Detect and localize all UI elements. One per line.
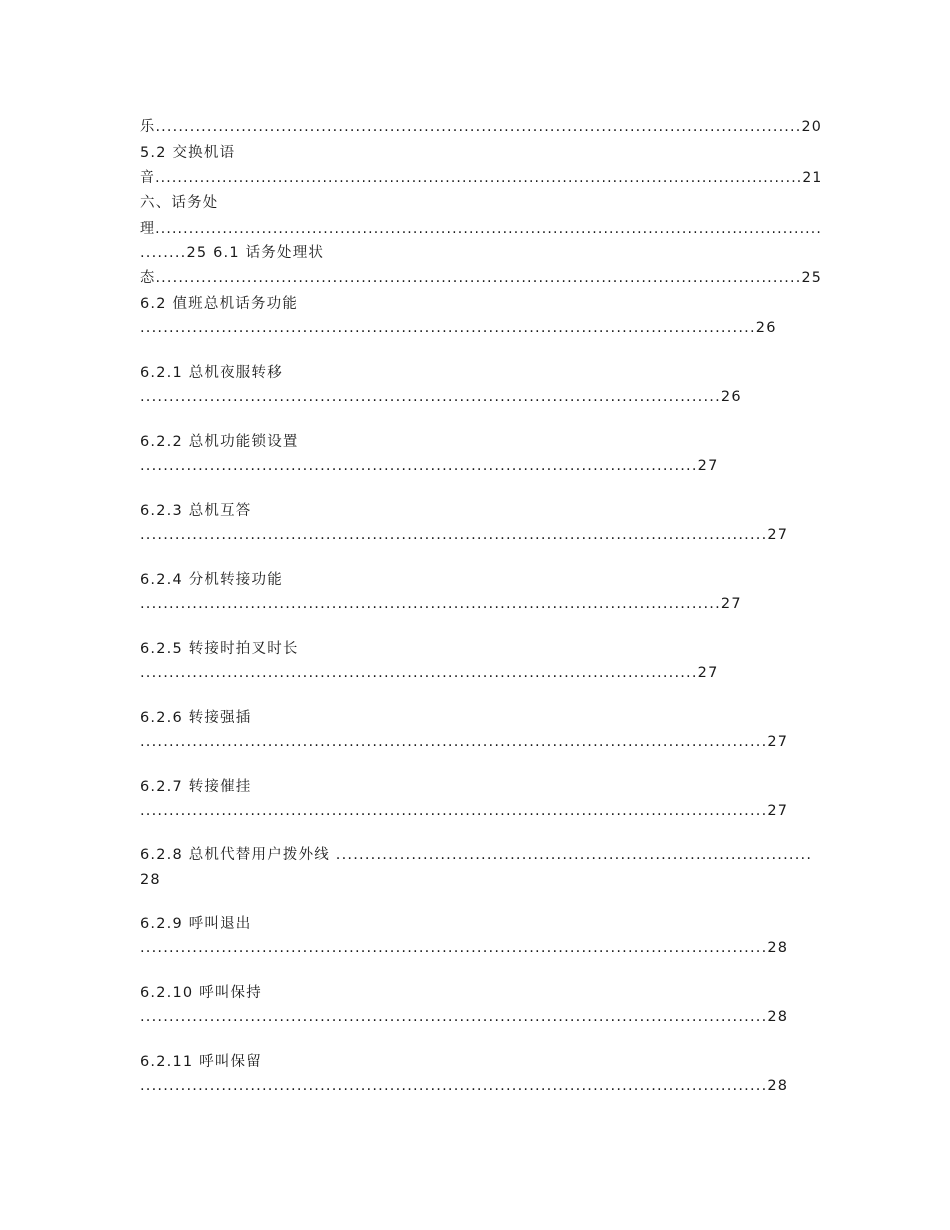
toc-line: 6.2.1 总机夜服转移 <box>140 365 283 381</box>
toc-line: 6.2.4 分机转接功能 <box>140 572 283 588</box>
toc-line: 乐.................................................................................................................20 <box>140 119 822 135</box>
toc-line: ............................................................................................................27 <box>140 527 789 543</box>
toc-line: ............................................................................................................28 <box>140 1078 789 1094</box>
toc-line: 态.................................................................................................................25 <box>140 270 822 286</box>
toc-line: 6.2.8 总机代替用户拨外线 .................................................................................. <box>140 847 813 863</box>
toc-line: 理....................................................................................................................... <box>140 221 822 237</box>
toc-line: 6.2.6 转接强插 <box>140 710 252 726</box>
toc-line: 6.2.3 总机互答 <box>140 503 252 519</box>
toc-line: 6.2.11 呼叫保留 <box>140 1054 262 1070</box>
toc-line: 6.2.2 总机功能锁设置 <box>140 434 299 450</box>
toc-line: 28 <box>140 872 161 888</box>
toc-line: ..........................................................................................................26 <box>140 320 777 336</box>
toc-line: ....................................................................................................27 <box>140 596 742 612</box>
toc-line: ............................................................................................................27 <box>140 803 789 819</box>
toc-line: ................................................................................................27 <box>140 458 719 474</box>
toc-line: 六、话务处 <box>140 195 219 211</box>
toc-line: ....................................................................................................26 <box>140 389 742 405</box>
toc-line: 音....................................................................................................................21 <box>140 170 823 186</box>
toc-line: ................................................................................................27 <box>140 665 719 681</box>
toc-line: 6.2.7 转接催挂 <box>140 779 252 795</box>
toc-line: ............................................................................................................27 <box>140 734 789 750</box>
toc-line: 6.2.9 呼叫退出 <box>140 916 252 932</box>
toc-line: 6.2.5 转接时拍叉时长 <box>140 641 299 657</box>
toc-line: 6.2.10 呼叫保持 <box>140 985 262 1001</box>
toc-line: 6.2 值班总机话务功能 <box>140 296 299 312</box>
toc-line: ........25 6.1 话务处理状 <box>140 245 325 261</box>
toc-line: 5.2 交换机语 <box>140 145 236 161</box>
toc-line: ............................................................................................................28 <box>140 940 789 956</box>
toc-line: ............................................................................................................28 <box>140 1009 789 1025</box>
